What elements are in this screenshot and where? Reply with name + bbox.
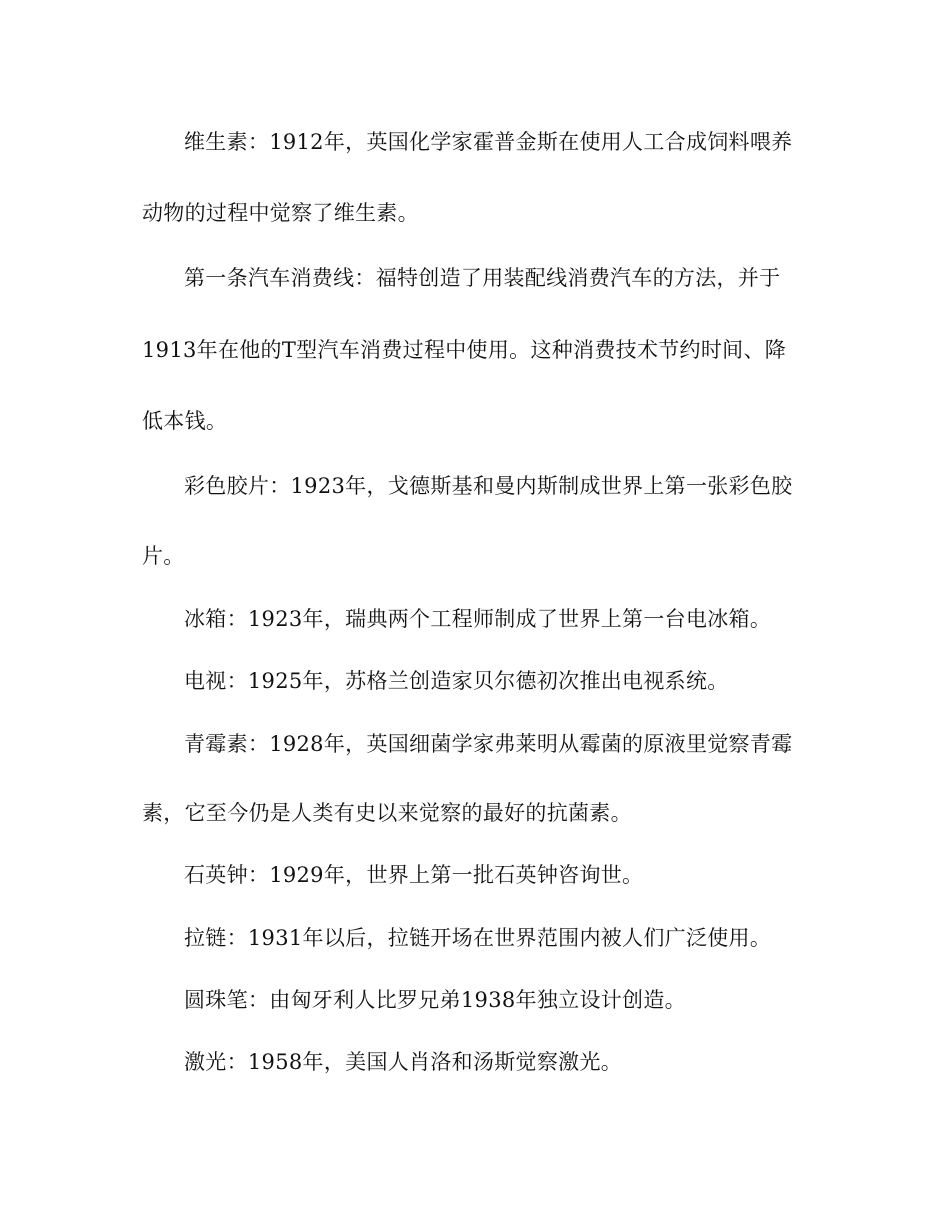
paragraph-television: 电视：1925年，苏格兰创造家贝尔德初次推出电视系统。 (184, 669, 729, 693)
paragraph-vitamin-line-2: 动物的过程中觉察了维生素。 (142, 201, 419, 225)
paragraph-penicillin-line-1: 青霉素：1928年，英国细菌学家弗莱明从霉菌的原液里觉察青霉 (184, 732, 793, 756)
paragraph-color-film-line-2: 片。 (142, 544, 185, 568)
paragraph-quartz-clock: 石英钟：1929年，世界上第一批石英钟咨询世。 (184, 863, 644, 887)
paragraph-vitamin-line-1: 维生素：1912年，英国化学家霍普金斯在使用人工合成饲料喂养 (184, 130, 793, 154)
paragraph-assembly-line-1: 第一条汽车消费线：福特创造了用装配线消费汽车的方法，并于 (184, 266, 781, 290)
paragraph-laser: 激光：1958年，美国人肖洛和汤斯觉察激光。 (184, 1050, 623, 1074)
paragraph-assembly-line-2: 1913年在他的T型汽车消费过程中使用。这种消费技术节约时间、降 (142, 338, 787, 362)
paragraph-color-film-line-1: 彩色胶片：1923年，戈德斯基和曼内斯制成世界上第一张彩色胶 (184, 474, 793, 498)
paragraph-zipper: 拉链：1931年以后，拉链开场在世界范围内被人们广泛使用。 (184, 926, 772, 950)
paragraph-ballpoint-pen: 圆珠笔：由匈牙利人比罗兄弟1938年独立设计创造。 (184, 988, 686, 1012)
paragraph-penicillin-line-2: 素，它至今仍是人类有史以来觉察的最好的抗菌素。 (142, 801, 632, 825)
paragraph-assembly-line-3: 低本钱。 (142, 409, 228, 433)
paragraph-refrigerator: 冰箱：1923年，瑞典两个工程师制成了世界上第一台电冰箱。 (184, 607, 772, 631)
